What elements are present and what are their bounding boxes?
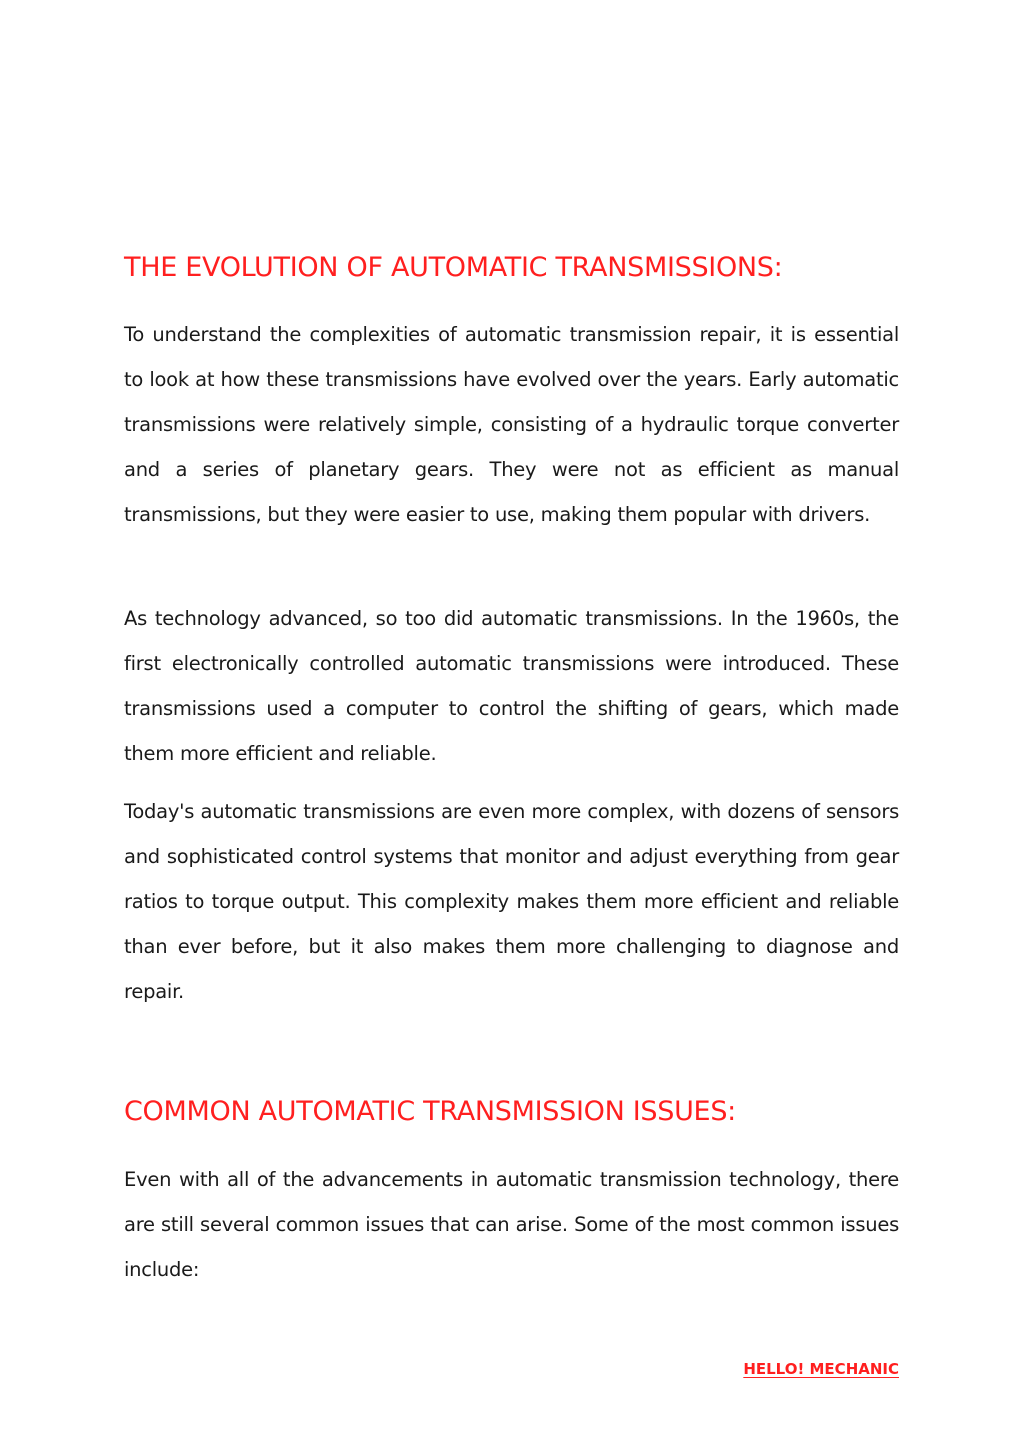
- paragraph-evolution-today: Today's automatic transmissions are even more complex, with dozens of sensors and sophisticated control systems that monitor and adjust everything from gear ratios to torque output. This complexity makes them more efficient and reliable than ever before, but it also makes them more challenging to diagnose and repair.: [124, 800, 899, 1003]
- section-heading-common-issues: COMMON AUTOMATIC TRANSMISSION ISSUES:: [124, 1096, 736, 1127]
- paragraph-evolution-1960s: As technology advanced, so too did automatic transmissions. In the 1960s, the first electronically controlled automatic transmissions were introduced. These transmissions used a computer to control the shifting of gears, which made them more efficient and reliable.: [124, 607, 899, 765]
- paragraph-evolution-intro: To understand the complexities of automatic transmission repair, it is essential to look at how these transmissions have evolved over the years. Early automatic transmissions were relatively simple, consisting of a hydraulic torque converter and a series of planetary gears. They were not as efficient as manual transmissions, but they were easier to use, making them popular with drivers.: [124, 323, 899, 526]
- section-heading-evolution: THE EVOLUTION OF AUTOMATIC TRANSMISSIONS:: [124, 252, 783, 283]
- paragraph-common-issues-intro: Even with all of the advancements in automatic transmission technology, there are still several common issues that can arise. Some of the most common issues include:: [124, 1168, 899, 1281]
- footer-brand-link[interactable]: HELLO! MECHANIC: [743, 1360, 899, 1378]
